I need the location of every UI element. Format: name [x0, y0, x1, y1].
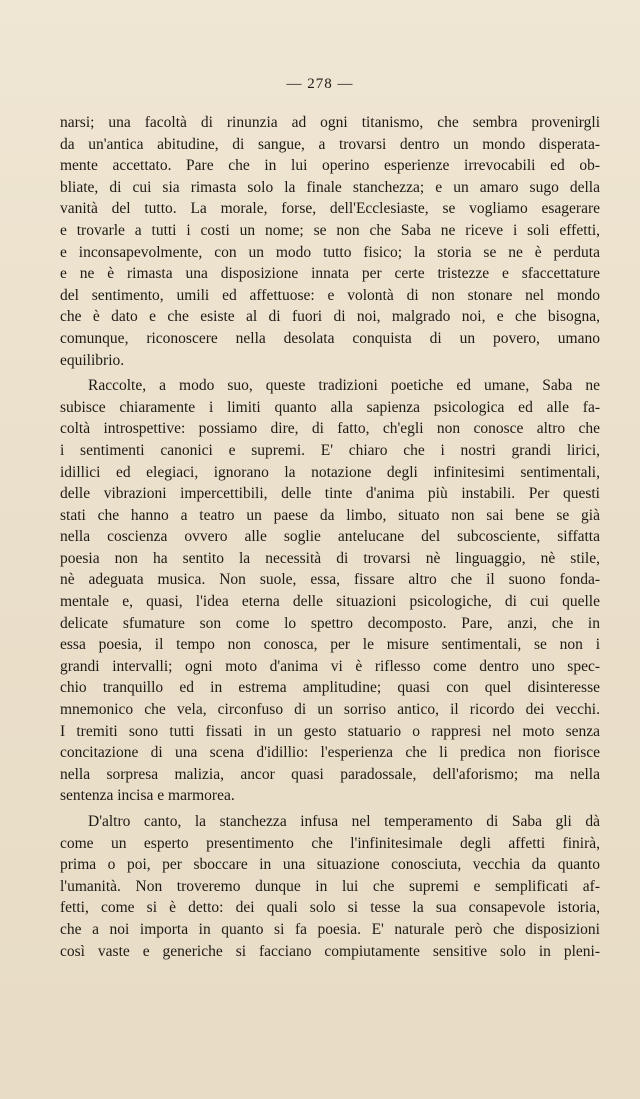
- text-line: poesia non ha sentito la necessità di trovarsi nè linguaggio, nè stile,: [60, 549, 600, 567]
- paragraph: [60, 811, 600, 962]
- paragraph: [60, 112, 600, 371]
- text-line: concitazione di una scena d'idillio: l'esperienza che li predica non fiorisce: [60, 744, 600, 762]
- text-line: i sentimenti canonici e supremi. E' chiaro che i nostri grandi lirici,: [60, 441, 600, 459]
- text-line: D'altro canto, la stanchezza infusa nel temperamento di Saba gli dà: [88, 813, 600, 830]
- text-line: nella coscienza ovvero alle soglie antelucane del subcosciente, siffatta: [60, 528, 600, 546]
- text-line: fetti, come si è detto: dei quali solo si tesse la sua consapevole istoria,: [60, 899, 600, 917]
- text-line: l'umanità. Non troveremo dunque in lui che supremi e semplificati af-: [60, 877, 600, 895]
- text-line: equilibrio.: [60, 351, 125, 369]
- text-line: e ne è rimasta una disposizione innata per certe tristezze e sfaccettature: [60, 265, 600, 283]
- text-line: così vaste e generiche si facciano compiutamente sensitive solo in pleni-: [60, 942, 600, 960]
- text-line: vanità del tutto. La morale, forse, dell'Ecclesiaste, se vogliamo esagerare: [60, 200, 600, 218]
- text-line: e inconsapevolmente, con un modo tutto fisico; la storia se ne è perduta: [60, 243, 600, 261]
- text-line: idillici ed elegiaci, ignorano la notazione degli infinitesimi sentimentali,: [60, 463, 600, 481]
- text-line: del sentimento, umili ed affettuose: e volontà di non stonare nel mondo: [60, 286, 600, 304]
- text-line: essa poesia, il tempo non conosca, per le misure sentimentali, se non i: [60, 636, 600, 654]
- text-line: grandi intervalli; ogni moto d'anima vi è riflesso come dentro uno spec-: [60, 657, 600, 675]
- text-line: mnemonico che vela, circonfuso di un sorriso antico, il ricordo dei vecchi.: [60, 701, 600, 719]
- text-line: I tremiti sono tutti fissati in un gesto statuario o rappresi nel moto senza: [60, 722, 600, 740]
- text-line: da un'antica abitudine, di sangue, a trovarsi dentro un mondo disperata-: [60, 135, 600, 153]
- text-line: delle vibrazioni impercettibili, delle tinte d'anima più instabili. Per questi: [60, 485, 600, 503]
- paragraph: [60, 375, 600, 807]
- text-line: nella sorpresa malizia, ancor quasi paradossale, dell'aforismo; ma nella: [60, 765, 600, 783]
- page-number: — 278 —: [286, 76, 354, 92]
- text-line: mente accettato. Pare che in lui operino esperienze irrevocabili ed ob-: [60, 157, 600, 175]
- text-line: e trovarle a tutti i costi un nome; se non che Saba ne riceve i soli effetti,: [60, 221, 600, 239]
- text-line: che a noi importa in quanto si fa poesia. E' naturale però che disposizioni: [60, 920, 600, 938]
- text-line: stati che hanno a teatro un paese da limbo, situato non sai bene se già: [60, 506, 600, 524]
- text-line: delicate sfumature son come lo spettro decomposto. Pare, anzi, che in: [60, 614, 600, 632]
- text-line: mentale e, quasi, l'idea eterna delle situazioni psicologiche, di cui quelle: [60, 593, 600, 611]
- text-line: sentenza incisa e marmorea.: [60, 787, 235, 805]
- text-line: coltà introspettive: possiamo dire, di fatto, ch'egli non conosce altro che: [60, 420, 600, 438]
- text-line: Raccolte, a modo suo, queste tradizioni poetiche ed umane, Saba ne: [88, 377, 600, 395]
- text-line: nè adeguata musica. Non suole, essa, fissare altro che il suono fonda-: [60, 571, 600, 589]
- text-line: comunque, riconoscere nella desolata conquista di un povero, umano: [60, 329, 600, 347]
- text-line: subisce chiaramente i limiti quanto alla sapienza psicologica ed alle fa-: [60, 398, 600, 416]
- text-line: bliate, di cui sia rimasta solo la finale stanchezza; e un amaro sugo della: [60, 178, 600, 196]
- text-line: prima o poi, per sboccare in una situazione conosciuta, vecchia da quanto: [60, 856, 600, 874]
- text-line: come un esperto presentimento che l'infinitesimale degli affetti finirà,: [60, 834, 600, 852]
- body-text: [60, 112, 600, 962]
- text-line: narsi; una facoltà di rinunzia ad ogni titanismo, che sembra provenirgli: [60, 114, 600, 131]
- text-line: chio tranquillo ed in estrema amplitudine; quasi con quel disinteresse: [60, 679, 600, 697]
- text-line: che è dato e che esiste al di fuori di noi, malgrado noi, e che bisogna,: [60, 308, 600, 326]
